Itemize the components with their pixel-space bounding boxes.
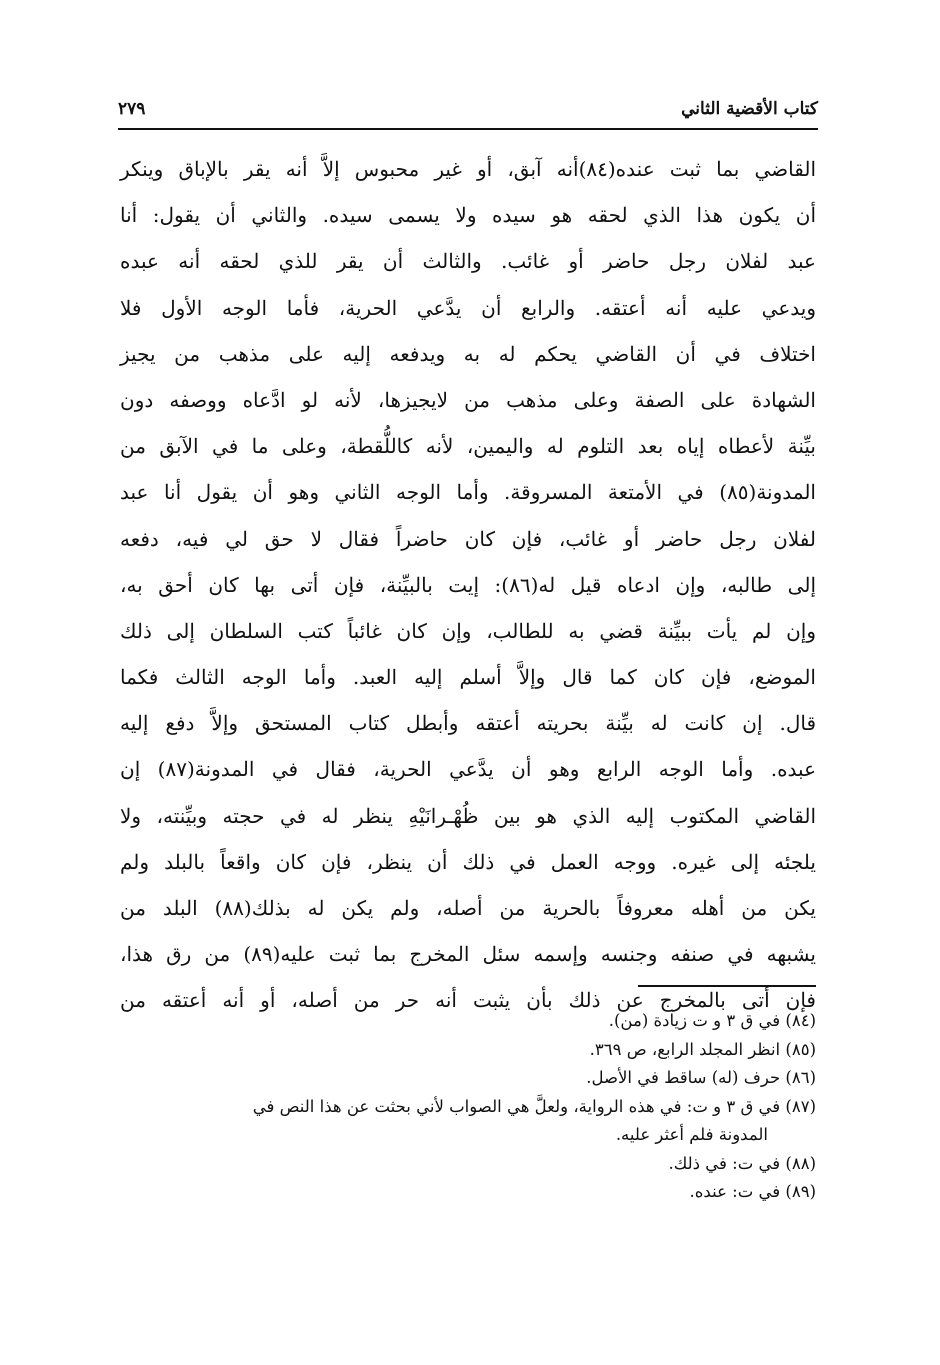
footnote-87: (٨٧) في ق ٣ و ت: في هذه الرواية، ولعلَّ هي الصواب لأني بحثت عن هذا النص في: [252, 1096, 816, 1116]
page-number: ٢٧٩: [118, 99, 146, 119]
footnote-86: (٨٦) حرف (له) ساقط في الأصل.: [586, 1068, 816, 1087]
footnote-87-continuation: المدونة فلم أعثر عليه.: [615, 1125, 768, 1144]
text-line: القاضي المكتوب إليه الذي هو بين ظُهْـرانَيْهِ ينظر له في حجته وبيِّنته، ولا: [120, 803, 816, 828]
text-line: إلى طالبه، وإن ادعاه قيل له(٨٦): إيت بالبيِّنة، فإن أتى بها كان أحق به،: [120, 572, 816, 597]
footnote-89: (٨٩) في ت: عنده.: [689, 1182, 816, 1201]
text-line: يلجئه إلى غيره. ووجه العمل في ذلك أن ينظر، فإن كان واقعاً بالبلد ولم: [120, 849, 816, 874]
text-line: وإن لم يأت ببيِّنة قضي به للطالب، وإن كان غائباً كتب السلطان إلى ذلك: [120, 618, 816, 643]
text-line: الموضع، فإن كان كما قال وإلاَّ أسلم إليه العبد. وأما الوجه الثالث فكما: [120, 665, 816, 690]
text-line: قال. إن كانت له بيِّنة بحريته أعتقه وأبطل كتاب المستحق وإلاَّ دفع إليه: [120, 711, 816, 736]
footnote-84: (٨٤) في ق ٣ و ت زيادة (من).: [608, 1011, 816, 1030]
text-line: يكن من أهله معروفاً بالحرية من أصله، ولم يكن له بذلك(٨٨) البلد من: [120, 896, 816, 920]
text-line: لفلان رجل حاضر أو غائب، فإن كان حاضراً فقال لا حق لي فيه، دفعه: [120, 526, 816, 551]
text-line: الشهادة على الصفة وعلى مذهب من لايجيزها، لأنه لو ادَّعاه ووصفه دون: [120, 387, 816, 412]
main-text: [120, 146, 816, 1024]
header-divider: [118, 128, 818, 130]
footnote-divider: [638, 985, 816, 987]
text-line: اختلاف في أن القاضي يحكم له به ويدفعه إليه على مذهب من يجيز: [120, 341, 816, 366]
text-line: بيِّنة لأعطاه إياه بعد التلوم له واليمين، لأنه كاللُّقطة، وعلى ما في الآبق من: [120, 434, 816, 459]
footnote-85: (٨٥) انظر المجلد الرابع، ص ٣٦٩.: [589, 1039, 816, 1059]
text-line: القاضي بما ثبت عنده(٨٤)أنه آبق، أو غير محبوس إلاَّ أنه يقر بالإباق وينكر: [120, 157, 817, 181]
footnote-88: (٨٨) في ت: في ذلك.: [668, 1153, 816, 1173]
text-line: ويدعي عليه أنه أعتقه. والرابع أن يدَّعي الحرية، فأما الوجه الأول فلا: [120, 295, 816, 320]
text-line: فإن أتى بالمخرج عن ذلك بأن يثبت أنه حر من أصله، أو أنه أعتقه من: [120, 988, 816, 1013]
text-line: عبد لفلان رجل حاضر أو غائب. والثالث أن يقر للذي لحقه أنه عبده: [120, 249, 816, 274]
text-line: أن يكون هذا الذي لحقه هو سيده ولا يسمى سيده. والثاني أن يقول: أنا: [120, 203, 816, 228]
footnotes: [120, 1007, 816, 1207]
text-line: يشبهه في صنفه وجنسه وإسمه سئل المخرج بما ثبت عليه(٨٩) من رق هذا،: [120, 942, 816, 967]
page-header: [118, 92, 818, 126]
text-line: المدونة(٨٥) في الأمتعة المسروقة. وأما الوجه الثاني وهو أن يقول أنا عبد: [120, 480, 816, 505]
running-title: كتاب الأقضية الثاني: [681, 99, 818, 119]
text-line: عبده. وأما الوجه الرابع وهو أن يدَّعي الحرية، فقال في المدونة(٨٧) إن: [120, 757, 817, 782]
